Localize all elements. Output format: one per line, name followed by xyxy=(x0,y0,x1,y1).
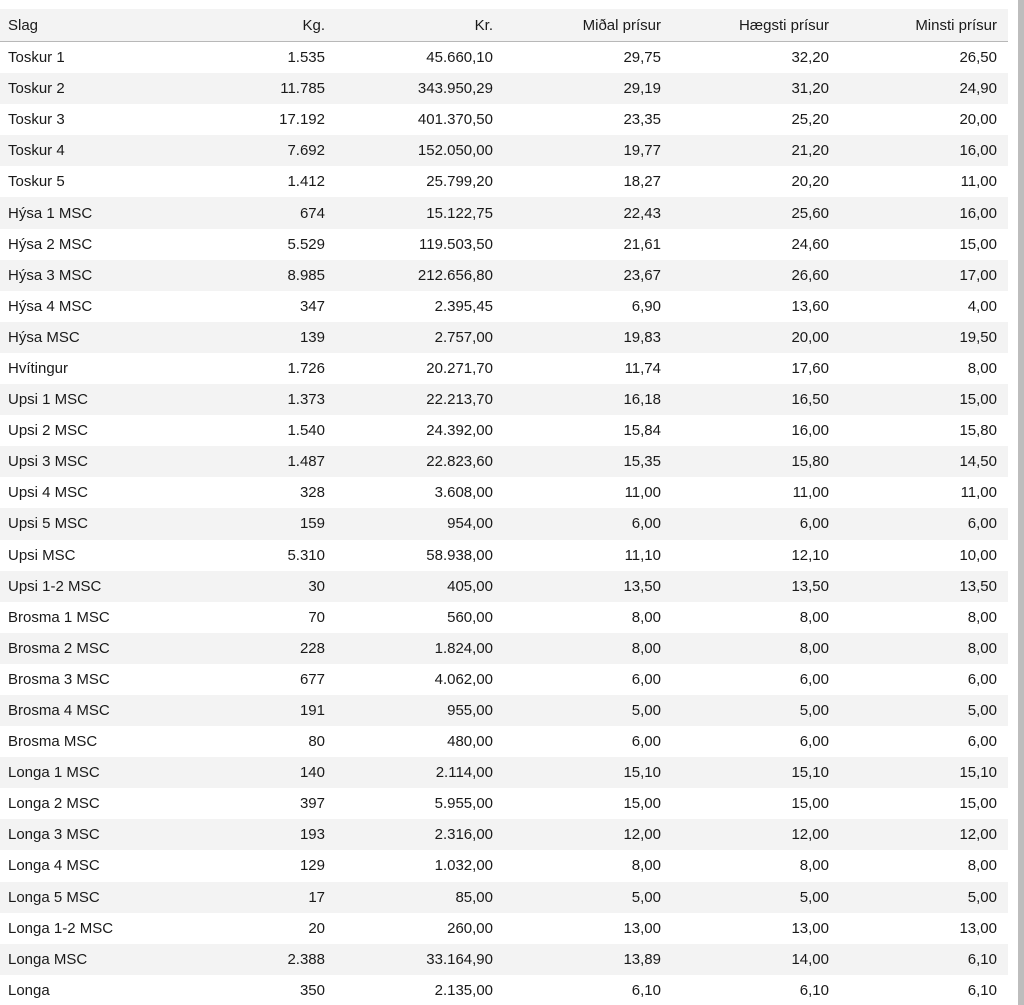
cell-kr: 1.032,00 xyxy=(434,857,493,875)
cell-avg-price: 8,00 xyxy=(631,608,661,626)
cell-slag: Upsi MSC xyxy=(8,546,76,564)
cell-slag: Brosma 4 MSC xyxy=(0,695,174,726)
cell-slag: Brosma 2 MSC xyxy=(0,633,174,664)
cell-max-price: 15,10 xyxy=(672,757,840,788)
cell-min-price: 8,00 xyxy=(967,857,997,875)
cell-avg-price: 18,27 xyxy=(623,173,661,191)
cell-kg: 1.726 xyxy=(287,359,325,377)
cell-min-price: 20,00 xyxy=(959,111,997,129)
table-row xyxy=(0,975,1008,1005)
cell-slag: Toskur 5 xyxy=(8,173,65,191)
cell-avg-price: 13,50 xyxy=(504,571,672,602)
table-body xyxy=(0,42,1008,1005)
cell-kg: 7.692 xyxy=(174,135,336,166)
table-row xyxy=(0,166,1008,197)
table-row xyxy=(0,477,1008,508)
cell-kg: 17.192 xyxy=(279,111,325,129)
cell-kg: 677 xyxy=(299,670,325,688)
cell-kg: 347 xyxy=(299,297,325,315)
cell-min-price: 13,50 xyxy=(840,571,1008,602)
cell-slag: Upsi 3 MSC xyxy=(0,446,174,477)
cell-kr: 22.213,70 xyxy=(336,384,504,415)
cell-kr: 119.503,50 xyxy=(419,235,493,253)
cell-slag: Longa 3 MSC xyxy=(0,819,174,850)
column-header-max-price[interactable]: Hægsti prísur xyxy=(672,9,840,42)
cell-min-price: 16,00 xyxy=(840,197,1008,228)
cell-avg-price: 19,83 xyxy=(504,322,672,353)
table-row xyxy=(0,850,1008,881)
table-row xyxy=(0,819,1008,850)
cell-slag: Brosma 3 MSC xyxy=(8,670,110,688)
table-row xyxy=(0,135,1008,166)
cell-avg-price: 8,00 xyxy=(631,857,661,875)
cell-max-price: 21,20 xyxy=(672,135,840,166)
cell-slag: Toskur 4 xyxy=(0,135,174,166)
cell-avg-price: 13,89 xyxy=(504,944,672,975)
cell-max-price: 31,20 xyxy=(672,73,840,104)
cell-min-price: 26,50 xyxy=(959,49,997,67)
cell-avg-price: 8,00 xyxy=(504,633,672,664)
cell-kr: 560,00 xyxy=(447,608,493,626)
cell-kr: 2.114,00 xyxy=(336,757,504,788)
cell-kg: 350 xyxy=(299,981,325,999)
cell-max-price: 6,00 xyxy=(799,733,829,751)
cell-max-price: 13,00 xyxy=(791,919,829,937)
header-row xyxy=(0,9,1008,42)
cell-avg-price: 23,35 xyxy=(623,111,661,129)
cell-avg-price: 19,77 xyxy=(504,135,672,166)
cell-slag: Longa 5 MSC xyxy=(0,882,174,913)
cell-kr: 85,00 xyxy=(336,882,504,913)
table-header xyxy=(0,9,1008,42)
cell-avg-price: 16,18 xyxy=(504,384,672,415)
cell-slag: Toskur 3 xyxy=(8,111,65,129)
cell-kr: 5.955,00 xyxy=(434,795,493,813)
cell-min-price: 15,10 xyxy=(840,757,1008,788)
cell-avg-price: 15,10 xyxy=(504,757,672,788)
cell-min-price: 11,00 xyxy=(960,484,997,502)
cell-kg: 328 xyxy=(299,484,325,502)
cell-avg-price: 15,35 xyxy=(504,446,672,477)
cell-slag: Longa xyxy=(8,981,50,999)
cell-min-price: 6,00 xyxy=(840,508,1008,539)
cell-min-price: 16,00 xyxy=(840,135,1008,166)
cell-kr: 480,00 xyxy=(447,733,493,751)
cell-max-price: 8,00 xyxy=(799,608,829,626)
cell-kg: 17 xyxy=(174,882,336,913)
cell-slag: Hýsa 3 MSC xyxy=(0,260,174,291)
cell-slag: Toskur 1 xyxy=(8,49,65,67)
cell-max-price: 16,50 xyxy=(672,384,840,415)
cell-max-price: 6,00 xyxy=(799,670,829,688)
cell-kr: 1.824,00 xyxy=(336,633,504,664)
cell-slag: Longa 1 MSC xyxy=(0,757,174,788)
cell-slag: Upsi 4 MSC xyxy=(8,484,89,502)
cell-kg: 228 xyxy=(174,633,336,664)
cell-slag: Longa 1-2 MSC xyxy=(8,919,114,937)
cell-kr: 405,00 xyxy=(336,571,504,602)
cell-kr: 22.823,60 xyxy=(336,446,504,477)
cell-min-price: 8,00 xyxy=(967,359,997,377)
cell-avg-price: 11,00 xyxy=(624,484,661,502)
table-row xyxy=(0,913,1008,944)
cell-kr: 4.062,00 xyxy=(434,670,493,688)
cell-avg-price: 11,74 xyxy=(624,359,661,377)
cell-kg: 159 xyxy=(174,508,336,539)
cell-kg: 1.487 xyxy=(174,446,336,477)
cell-min-price: 15,00 xyxy=(840,384,1008,415)
table-row xyxy=(0,197,1008,228)
table-row xyxy=(0,788,1008,819)
cell-avg-price: 12,00 xyxy=(504,819,672,850)
cell-kr: 401.370,50 xyxy=(417,111,493,129)
cell-kr: 955,00 xyxy=(336,695,504,726)
table-row xyxy=(0,695,1008,726)
price-table-container xyxy=(0,9,1008,1005)
cell-kr: 20.271,70 xyxy=(426,359,493,377)
cell-min-price: 4,00 xyxy=(967,297,997,315)
table-row xyxy=(0,726,1008,757)
cell-kr: 45.660,10 xyxy=(426,49,493,67)
table-row xyxy=(0,944,1008,975)
cell-avg-price: 6,00 xyxy=(631,670,661,688)
cell-max-price: 32,20 xyxy=(791,49,829,67)
cell-kg: 11.785 xyxy=(174,73,336,104)
cell-min-price: 12,00 xyxy=(840,819,1008,850)
cell-min-price: 15,00 xyxy=(959,235,997,253)
cell-avg-price: 13,00 xyxy=(623,919,661,937)
cell-kr: 33.164,90 xyxy=(336,944,504,975)
table-row xyxy=(0,384,1008,415)
scrollbar-thumb[interactable] xyxy=(1018,0,1024,1005)
cell-max-price: 26,60 xyxy=(672,260,840,291)
cell-max-price: 12,00 xyxy=(672,819,840,850)
cell-slag: Hvítingur xyxy=(8,359,69,377)
cell-kr: 2.757,00 xyxy=(336,322,504,353)
cell-max-price: 20,00 xyxy=(672,322,840,353)
cell-avg-price: 22,43 xyxy=(504,197,672,228)
cell-kg: 2.388 xyxy=(174,944,336,975)
table-row xyxy=(0,229,1008,260)
cell-slag: Upsi 5 MSC xyxy=(0,508,174,539)
column-header-avg-price[interactable]: Miðal prísur xyxy=(504,9,672,42)
cell-slag: Hýsa MSC xyxy=(0,322,174,353)
table-row xyxy=(0,260,1008,291)
cell-avg-price: 29,19 xyxy=(504,73,672,104)
cell-max-price: 11,00 xyxy=(792,484,829,502)
cell-min-price: 11,00 xyxy=(960,173,997,191)
cell-kg: 1.540 xyxy=(287,422,325,440)
cell-avg-price: 6,00 xyxy=(504,508,672,539)
table-row xyxy=(0,571,1008,602)
cell-avg-price: 5,00 xyxy=(504,695,672,726)
table-row xyxy=(0,633,1008,664)
cell-max-price: 17,60 xyxy=(791,359,829,377)
cell-max-price: 5,00 xyxy=(672,695,840,726)
cell-avg-price: 6,00 xyxy=(631,733,661,751)
table-row xyxy=(0,291,1008,322)
cell-kg: 397 xyxy=(299,795,325,813)
cell-kg: 193 xyxy=(174,819,336,850)
cell-max-price: 8,00 xyxy=(672,633,840,664)
cell-avg-price: 11,10 xyxy=(624,546,661,564)
cell-slag: Hýsa 1 MSC xyxy=(0,197,174,228)
cell-max-price: 25,20 xyxy=(791,111,829,129)
cell-kg: 30 xyxy=(174,571,336,602)
cell-kr: 2.395,45 xyxy=(434,297,493,315)
table-row xyxy=(0,757,1008,788)
cell-kr: 25.799,20 xyxy=(426,173,493,191)
table-row xyxy=(0,353,1008,384)
cell-max-price: 16,00 xyxy=(791,422,829,440)
cell-kr: 3.608,00 xyxy=(434,484,493,502)
table-row xyxy=(0,508,1008,539)
cell-min-price: 24,90 xyxy=(840,73,1008,104)
table-row xyxy=(0,602,1008,633)
cell-avg-price: 15,84 xyxy=(623,422,661,440)
cell-max-price: 13,60 xyxy=(791,297,829,315)
cell-slag: Upsi 2 MSC xyxy=(8,422,89,440)
cell-max-price: 15,80 xyxy=(672,446,840,477)
cell-kg: 1.412 xyxy=(287,173,325,191)
cell-kg: 191 xyxy=(174,695,336,726)
cell-min-price: 8,00 xyxy=(967,608,997,626)
cell-kr: 2.135,00 xyxy=(434,981,493,999)
cell-slag: Longa MSC xyxy=(0,944,174,975)
cell-slag: Toskur 2 xyxy=(0,73,174,104)
cell-min-price: 10,00 xyxy=(959,546,997,564)
cell-min-price: 15,00 xyxy=(959,795,997,813)
cell-max-price: 6,00 xyxy=(672,508,840,539)
cell-avg-price: 21,61 xyxy=(623,235,661,253)
cell-kr: 212.656,80 xyxy=(336,260,504,291)
cell-max-price: 6,10 xyxy=(799,981,829,999)
cell-min-price: 17,00 xyxy=(840,260,1008,291)
cell-kg: 70 xyxy=(308,608,325,626)
cell-min-price: 5,00 xyxy=(840,882,1008,913)
column-header-kr[interactable]: Kr. xyxy=(336,9,504,42)
cell-slag: Upsi 1 MSC xyxy=(0,384,174,415)
cell-kg: 20 xyxy=(308,919,325,937)
cell-kg: 1.535 xyxy=(287,49,325,67)
cell-slag: Brosma 1 MSC xyxy=(8,608,110,626)
cell-min-price: 6,00 xyxy=(967,670,997,688)
cell-max-price: 12,10 xyxy=(791,546,829,564)
cell-slag: Longa 4 MSC xyxy=(8,857,100,875)
cell-avg-price: 23,67 xyxy=(504,260,672,291)
cell-avg-price: 6,10 xyxy=(631,981,661,999)
price-table xyxy=(0,9,1008,1005)
cell-kr: 2.316,00 xyxy=(336,819,504,850)
cell-max-price: 14,00 xyxy=(672,944,840,975)
cell-kg: 140 xyxy=(174,757,336,788)
cell-kg: 5.529 xyxy=(287,235,325,253)
column-header-kg[interactable]: Kg. xyxy=(174,9,336,42)
table-row xyxy=(0,882,1008,913)
cell-kg: 674 xyxy=(174,197,336,228)
cell-min-price: 14,50 xyxy=(840,446,1008,477)
cell-kg: 1.373 xyxy=(174,384,336,415)
cell-min-price: 8,00 xyxy=(840,633,1008,664)
cell-kg: 139 xyxy=(174,322,336,353)
cell-kr: 152.050,00 xyxy=(336,135,504,166)
cell-slag: Upsi 1-2 MSC xyxy=(0,571,174,602)
cell-min-price: 15,80 xyxy=(959,422,997,440)
cell-kg: 129 xyxy=(299,857,325,875)
column-header-min-price[interactable]: Minsti prísur xyxy=(840,9,1008,42)
table-row xyxy=(0,104,1008,135)
cell-kr: 24.392,00 xyxy=(426,422,493,440)
cell-slag: Hýsa 4 MSC xyxy=(8,297,93,315)
cell-min-price: 19,50 xyxy=(840,322,1008,353)
cell-max-price: 25,60 xyxy=(672,197,840,228)
table-row xyxy=(0,540,1008,571)
table-row xyxy=(0,73,1008,104)
cell-kr: 343.950,29 xyxy=(336,73,504,104)
cell-max-price: 15,00 xyxy=(791,795,829,813)
cell-avg-price: 5,00 xyxy=(504,882,672,913)
cell-avg-price: 6,90 xyxy=(631,297,661,315)
cell-max-price: 20,20 xyxy=(791,173,829,191)
table-row xyxy=(0,415,1008,446)
cell-kg: 8.985 xyxy=(174,260,336,291)
cell-kr: 15.122,75 xyxy=(336,197,504,228)
cell-slag: Brosma MSC xyxy=(8,733,98,751)
cell-min-price: 6,00 xyxy=(967,733,997,751)
cell-slag: Hýsa 2 MSC xyxy=(8,235,93,253)
table-row xyxy=(0,664,1008,695)
cell-min-price: 5,00 xyxy=(840,695,1008,726)
cell-min-price: 13,00 xyxy=(959,919,997,937)
cell-kr: 58.938,00 xyxy=(426,546,493,564)
cell-max-price: 24,60 xyxy=(791,235,829,253)
table-row xyxy=(0,322,1008,353)
cell-min-price: 6,10 xyxy=(840,944,1008,975)
cell-max-price: 13,50 xyxy=(672,571,840,602)
cell-kr: 260,00 xyxy=(447,919,493,937)
cell-max-price: 5,00 xyxy=(672,882,840,913)
table-row xyxy=(0,446,1008,477)
cell-kg: 5.310 xyxy=(287,546,325,564)
cell-kg: 80 xyxy=(308,733,325,751)
cell-kr: 954,00 xyxy=(336,508,504,539)
cell-avg-price: 15,00 xyxy=(623,795,661,813)
cell-slag: Longa 2 MSC xyxy=(8,795,100,813)
cell-avg-price: 29,75 xyxy=(623,49,661,67)
column-header-slag[interactable]: Slag xyxy=(0,9,174,42)
cell-min-price: 6,10 xyxy=(967,981,997,999)
table-row xyxy=(0,42,1008,74)
scrollbar-track[interactable] xyxy=(1018,0,1024,1005)
cell-max-price: 8,00 xyxy=(799,857,829,875)
